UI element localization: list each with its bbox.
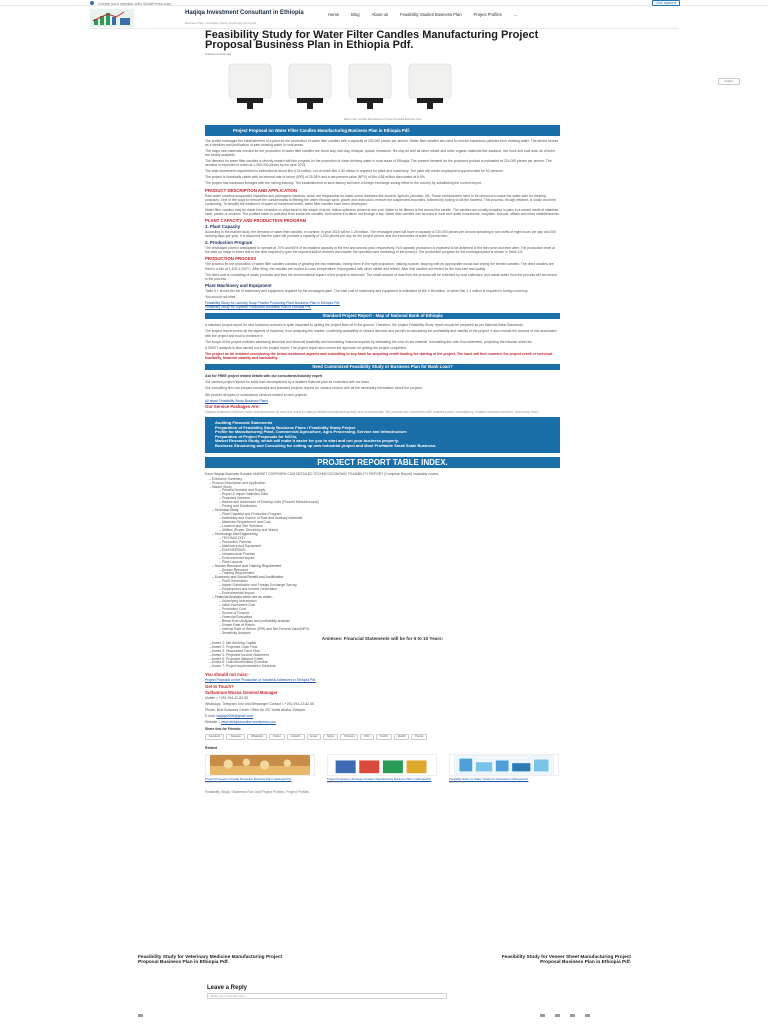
product-paragraph: Water filter candles may be made from ceramics or silica sand in the shape of short, hollow cylinders closed at one end. Water to be filtered is fed around the candle. The candles are usually installed in pairs in a vessel made of stainless steel, plastic or ceramic. The purified water is collected from inside the candles, from where it is taken out through a tap. Water filter candles can be used in rural and urban households, hospitals, schools, offices and other establishments.: [205, 207, 560, 216]
index-item: – Training Requirement: [219, 571, 255, 576]
index-item: – Employment and Income Generation: [219, 587, 278, 592]
index-item: – Pricing and Distribution: [219, 504, 257, 509]
index-item: – Internal Rate of Return (IRR) and Net Present Value(NPV): [219, 626, 310, 631]
get-started-button[interactable]: Get started: [652, 0, 680, 6]
index-item: – Environmental Impact: [219, 555, 255, 560]
service-packages-box: [205, 417, 560, 453]
standard-report-banner: Standard Project Report - Map of National Bank of Ethiopia: [205, 313, 560, 319]
subscribe-icon[interactable]: [555, 1014, 560, 1017]
intro-paragraph: The project has backward linkages with the mining industry. The establishment of such factory will have a foreign exchange saving effect to the country by substituting the current import.: [205, 181, 483, 186]
index-item: – Product Description and Application: [209, 480, 266, 485]
share-email-button[interactable]: Email: [307, 734, 322, 740]
share-twitter-button[interactable]: Twitter: [269, 734, 285, 740]
comment-icon[interactable]: [138, 1014, 143, 1017]
index-item: – Sensitivity Analysis: [219, 630, 251, 635]
hero-caption: Water Filter Candles Manufacturing Project Proposal Business Plan: [343, 117, 422, 121]
index-item: – Initial Investment Cost: [219, 603, 256, 608]
capacity-paragraph: According to the market study, the demand of water filter candles, in number, in year 2015 will be 1.26 million. The envisaged plant will have a capacity of 230,000 pieces per annum operating in two shifts of eight hours per day and 300 working days per year. It is assumed that the plant will produce a capacity of 1,000 pieces per day for the project period, and the economies of scale of production.: [205, 230, 557, 239]
related-post[interactable]: [449, 754, 559, 787]
more-icon[interactable]: [585, 1014, 590, 1017]
index-item: – Infrastructure Process: [219, 551, 255, 556]
index-item: – Utilities (Power, Electricity and Water): [219, 527, 279, 532]
ask-line: Ask for FREE project related details with our consultants/industry expert: [205, 374, 323, 379]
wordpress-logo-icon[interactable]: [90, 1, 94, 5]
process-paragraph: The process for the production of water filter candles consists of grinding the raw materials, mixing them in the right proportion, making a paste, shaping with an appropriate mould and drying the formed candles. The dried candles are fired in a kiln at 1,100-1,200°C. After firing, the candles are cooled to room temperature, impregnated with silver nitrate and refired. After that candles are tested for the flow rate and quality.: [205, 262, 554, 271]
index-item: – Technical Study: [212, 508, 239, 513]
index-item: – TECHNOLOGY: [219, 535, 246, 540]
reblog-icon[interactable]: [540, 1014, 545, 1017]
program-paragraph: The envisaged plant is anticipated to operate at 70% and 80% of its installed capacity in the first and second year, respectively. Full capacity production is expected to be achieved in the third year and then after. The production level at the start-up stage is lower due to the time required to gain the required skill of workers and master the operation and marketing of the product. The production program for the envisaged plant is shown in Table 3.5.: [205, 246, 555, 255]
related-post[interactable]: [205, 754, 315, 787]
see-also-label: You should not miss:: [205, 294, 237, 299]
index-item: – Availability and Source of Raw and Auxiliary materials: [219, 516, 303, 521]
related-thumbnail[interactable]: [205, 754, 315, 776]
package-item: Profile for Manufacturing Plant, Commercial Agriculture, Agro Processing, Service and Infrastructure: [215, 429, 407, 435]
subheading-plant-capacity: 1. Plant Capacity: [205, 224, 241, 230]
post-navigation: [138, 955, 631, 965]
index-item: – Import Substitution and Foreign Exchange Saving: [219, 583, 297, 588]
share-reddit-button[interactable]: Reddit: [394, 734, 410, 740]
related-posts: [205, 754, 560, 787]
index-item: – Names and Addresses of Existing Units (Present Manufacturers): [219, 500, 319, 505]
service-note: Haqiqa Business Solution helps entrepreneurs all over the world to start profitable businesses quickly and economically. We provide our customers with business plan, consultancy, market research services, and many more.: [205, 409, 540, 414]
related-thumbnail[interactable]: [327, 754, 437, 776]
dont-miss-label: You should not miss:-: [205, 672, 250, 678]
standard-paragraph: A SWOT analysis is also carried out in the project report. The project report also covers the approach for getting the project completed.: [205, 345, 407, 350]
share-linkedin-button[interactable]: LinkedIn: [287, 734, 305, 740]
standard-paragraph: The project report covers all the aspects of business, from analyzing the market, confirming availability of various licenses and permits to calculating the profitability and viability of the project. It also reveals the amount of risk associated with the project and how to minimize it.: [205, 329, 557, 338]
about-feasibility-link[interactable]: All about Feasibility Study Business Plans: [205, 398, 268, 403]
index-item: – Human Resource: [219, 567, 249, 572]
index-item: – Production Cost: [219, 607, 246, 612]
related-link[interactable]: Feasibility Study for Laundry Soap Powder Producing Plant Business Plan in Ethiopia Pdf.: [205, 300, 341, 305]
share-print-button[interactable]: Print: [360, 734, 373, 740]
intro-paragraph: The project is financially viable with an internal rate of return (IRR) of 25.38% and a net present value (NPV) of Birr 4.58 million discounted at 8.5%.: [205, 175, 426, 180]
index-item: – Economic and Social Benefit and Justification: [212, 575, 284, 580]
table-index-banner: PROJECT REPORT TABLE INDEX.: [205, 457, 560, 468]
email-label: E-mail:: [205, 713, 216, 718]
index-item: – Export & Import Statistics Data: [219, 492, 268, 497]
index-item: – Production Process: [219, 539, 252, 544]
intro-banner: Project Proposal on Water Filter Candles Manufacturing Business Plan in Ethiopia Pdf.: [205, 125, 560, 136]
share-buttons: [205, 734, 445, 740]
share-facebook-button[interactable]: Facebook: [205, 734, 224, 740]
index-item: – Financial Evaluation: [219, 614, 253, 619]
nav-blog[interactable]: Blog: [351, 12, 360, 17]
nav-project-profiles[interactable]: Project Profiles: [473, 12, 502, 17]
manager-name: Sultanmus Mussa General Manager: [205, 689, 278, 695]
nav-more[interactable]: ...: [513, 12, 518, 17]
standard-paragraph: A standard project report for new business ventures is quite important to getting the project start off in the ground. Therefore, the project Feasibility Study report should be prepared as per National Bank Standards.: [205, 323, 524, 328]
index-item: – Location and Site Selection: [219, 524, 263, 529]
annex-item: – Annex 7: Project Implementation Schedule: [209, 664, 276, 669]
service-heading: Our Service Packages Are:: [205, 403, 260, 409]
create-website-link[interactable]: Create your website with WordPress.com: [98, 0, 172, 6]
annex-item: – Annex 2: Projected Cash Flow: [209, 644, 258, 649]
site-logo[interactable]: [90, 9, 134, 27]
related-post[interactable]: [327, 754, 437, 787]
index-item: – Plant Capacity and Production Program: [219, 512, 282, 517]
footer-bar: [0, 1008, 768, 1024]
post-author[interactable]: Sultanmus Ethiopia: [205, 52, 231, 56]
annex-item: – Annex 3: Discounted Cash Flow: [209, 648, 260, 653]
comment-input[interactable]: Enter your comment here...: [207, 993, 447, 999]
heading-machinery: Plant Machinery and Equipment: [205, 282, 272, 288]
index-item: – Profit Generation: [219, 579, 248, 584]
index-item: – Source of Finance: [219, 611, 250, 615]
bullet-item: We provide all types of consultancy services related to new projects.: [205, 392, 308, 397]
bullet-item: Our consulting firm can prepare successful and standard projects reports for various sectors with all the necessary information about the projects.: [205, 386, 423, 391]
index-item: – Human Resource and Training Requirement: [212, 563, 282, 568]
package-item: Preparation of Feasibility Study Business Plans / Feasibility Study Project: [215, 424, 356, 430]
hero-image-filter-candles: [223, 60, 455, 115]
nav-home[interactable]: Home: [328, 12, 340, 17]
main-nav: [328, 12, 517, 17]
index-item: – Plant Layouts: [219, 559, 243, 564]
intro-paragraph: The profile envisages the establishment of a plant for the production of water filter candles with a capacity of 230,000 pieces per annum. Water filter candles are used to remove hazardous particles from drinking water. The device serves as a sterilizer and purification of safe drinking water in rural areas.: [205, 138, 559, 147]
comments-heading: Leave a Reply: [207, 985, 248, 991]
wordpress-bar: [0, 0, 768, 6]
index-item: – Machinery and Equipment: [219, 543, 262, 548]
index-item: – Underlying Assumption: [219, 599, 257, 604]
heading-plant-capacity: PLANT CAPACITY AND PRODUCTION PROGRAM: [205, 218, 307, 224]
heading-product-description: PRODUCT DESCRIPTION AND APPLICATION: [205, 187, 297, 193]
related-post-date: June 11, 2021: [205, 781, 222, 785]
related-thumbnail[interactable]: [449, 754, 559, 776]
nav-about[interactable]: About us: [371, 12, 389, 17]
annex-item: – Annex 6: Loan Amortization Schedule: [209, 660, 269, 665]
dont-miss-link[interactable]: Project Proposal on the Production of Industrial Adhesives in Ethiopia Pdf.: [205, 678, 317, 683]
process-paragraph: The fixed cost is consisting of waste products and thus the environmental impact of the project is minimum. The small amount of dust from the process will be collected by dust collectors, and waste water from the process will be reused in the process.: [205, 272, 557, 281]
share-skype-button[interactable]: Skype: [323, 734, 338, 740]
standard-paragraph: The scope of the project includes assessing technical and financial feasibility and forecasting financial aspects by estimating the cost of raw material, formulating the cash flow statement, projecting the balance sheet etc.: [205, 339, 533, 344]
post-categories[interactable]: Feasibility Study / Business Plan and Project Profiles, Project Profiles: [205, 790, 310, 795]
related-post-title[interactable]: Feasibility Study for Water Treatment Chemicals in Ethiopia Pdf.: [449, 777, 529, 781]
mobile-line: Mobile = +251-944-22-82-55: [205, 695, 248, 700]
related-label: Related: [205, 746, 218, 751]
index-item: – Financial Analysis which are as under:-: [212, 595, 274, 600]
site-tagline: Business Plan, Feasibility Study and Project Proposal: [185, 21, 257, 25]
share-pinterest-button[interactable]: Pinterest: [340, 734, 358, 740]
consult-paragraph: Our various project reports for bank loan accompanied by a detailed financial plan as consulted with our team.: [205, 380, 370, 385]
whatsapp-line: WhatsApp, Telegram, Imo and Messenger Contact = +251-944-22-82-55: [205, 701, 314, 706]
report-index-list: [205, 478, 560, 636]
package-item: Auditing Financial Statements: [215, 419, 273, 425]
previous-post-link[interactable]: Feasibility Study for Veterinary Medicine Manufacturing Project Proposal Business Plan in Ethiopia Pdf.: [138, 955, 283, 966]
annex-list: [205, 642, 560, 670]
subheading-production-program: 2. Production Program: [205, 240, 253, 246]
related-link[interactable]: Feasibility Study for Glycerin Production Business Plan in Ethiopia Pdf.: [205, 305, 312, 310]
related-post-title[interactable]: Project Proposal on Candle Production Business Plan in Ethiopia Pdf.: [205, 777, 292, 781]
index-item: – Technology and Engineering: [212, 531, 258, 536]
email-link[interactable]: haqiqa2006@gmail.com: [216, 713, 254, 718]
product-paragraph: Raw water contains suspended impurities and pathogenic bacteria, which are responsible for water-borne diseases like cholera, typhoid, jaundice, etc. These contaminants have to be removed to make the water safe for drinking purposes. One of the ways to remove the contaminants is filtering the water through sand, gravel and charcoal to remove the suspended impurities, followed by boiling to kill the bacteria. This process, though efficient, is costly and time consuming. To simplify the treatment of water at household levels, water filter candles have been developed.: [205, 193, 556, 206]
website-link[interactable]: www.ethiopianonline.wordpress.com: [221, 719, 276, 724]
index-item: – Present Demand and Supply: [219, 488, 266, 493]
share-label: Share this for Friends:: [205, 727, 242, 732]
index-item: – Break-Even Analysis and profitability analysis: [219, 618, 290, 623]
site-title[interactable]: Haqiqa Investment Consultant in Ethiopia: [185, 10, 304, 16]
package-item: Market Research Study, which will make it easier for you to start and run your business properly.: [215, 438, 399, 444]
bank-note: The project as for instated considering the below mentioned aspects and submitting to any bank for acquiring credit funding for starting of the project. The bank will then examine the project credit or technical feasibility, financial viability and bankability.: [205, 351, 553, 361]
annex-item: – Annex 5: Projected Balance Sheet: [209, 656, 264, 661]
index-item: – Simple Rate of Return: [219, 622, 256, 627]
intro-paragraph: The major raw materials needed for the production of water filter candles are china clay, ball clay, feldspar, quartz, limestone, fire clay as well as silver nitrate and other organic materials like sawdust, rice husk and coal dust; all of them are locally available.: [205, 148, 556, 158]
package-item: Preparation of Project Proposals for NGOs,: [215, 433, 298, 439]
post-content: [205, 30, 560, 796]
share-tumblr-button[interactable]: Tumblr: [376, 734, 392, 740]
annex-heading: Annexes: Financial Statements will be for 5 to 10 Years:: [321, 635, 444, 641]
post-title: Feasibility Study for Water Filter Candles Manufacturing Project Proposal Business Plan in Ethiopia Pdf.: [205, 29, 539, 51]
package-item: Business Structuring and Consulting for setting up new industrial project and Most Profitable Small Scale Business.: [215, 442, 437, 448]
share-icon[interactable]: [570, 1014, 575, 1017]
index-item: – Market Study: [209, 484, 232, 489]
index-item: – Environmental Impact: [219, 591, 255, 596]
related-post-date: June 11, 2021: [327, 781, 344, 785]
customized-study-banner: Need Customized Feasibility Study or Business Plan for Bank Loan?: [205, 364, 560, 370]
site-header: [88, 7, 678, 29]
annex-item: – Annex 1: Net Working Capital: [209, 640, 257, 645]
next-post-link[interactable]: Feasibility Study for Veneer Sheet Manufacturing Project Proposal Business Plan in Ethiopia Pdf.: [501, 955, 631, 966]
follow-button[interactable]: Follow: [718, 78, 740, 85]
nav-feasibility[interactable]: Feasibility Studies Business Plan: [400, 12, 462, 17]
share-telegram-button[interactable]: Telegram: [226, 734, 245, 740]
intro-paragraph: The total investment requirement is estimated at about Birr 6.24 million, out of which Birr 2.65 million is required for plant and machinery. The plant will create employment opportunities for 52 persons.: [205, 169, 504, 174]
share-pocket-button[interactable]: Pocket: [411, 734, 427, 740]
heading-production-process: PRODUCTION PROCESS: [205, 256, 257, 262]
index-intro: Each Haqiqa Business Solution MARKET OVERVIEW CUM DETAILED TECHNO ECONOMIC FEASIBILITY REPORT (Complete Report) invariably covers:: [205, 471, 440, 476]
related-post-title[interactable]: Project Proposal on Detergent Powder Manufacturing Business Plan in Ethiopia Pdf.: [327, 777, 432, 781]
index-item: – Materials Requirement and Cost: [219, 520, 271, 525]
annex-item: – Annex 4: Projected Income Statement: [209, 652, 269, 657]
website-label: Website =: [205, 719, 221, 724]
address-line: Phone, Bole Business Center Office No 007 Addis Ababa, Ethiopia: [205, 707, 305, 712]
intro-paragraph: The demand for water filter candles is directly related with the projects for the promotion of clean drinking water in rural areas of Ethiopia. The present demand for the proposed product is estimated at 224,000 pieces per annum. The demand is expected to reach at 1,260,000 pieces by the year 2015.: [205, 159, 552, 168]
related-post-date: June 13, 2021: [449, 781, 466, 785]
share-whatsapp-button[interactable]: WhatsApp: [247, 734, 267, 740]
index-item: – ENGINEERING: [219, 547, 246, 552]
index-item: – Executive Summary: [209, 476, 242, 481]
index-item: – Projected Demand: [219, 496, 250, 501]
machinery-paragraph: Table 5.1 shows the list of machinery and equipment required by the envisaged plant. The total cost of machinery and equipment is estimated at Birr 2.65 million, of which Birr 1.2 million is required in foreign currency.: [205, 288, 529, 293]
get-in-touch: Get In Touch?: [205, 683, 234, 689]
